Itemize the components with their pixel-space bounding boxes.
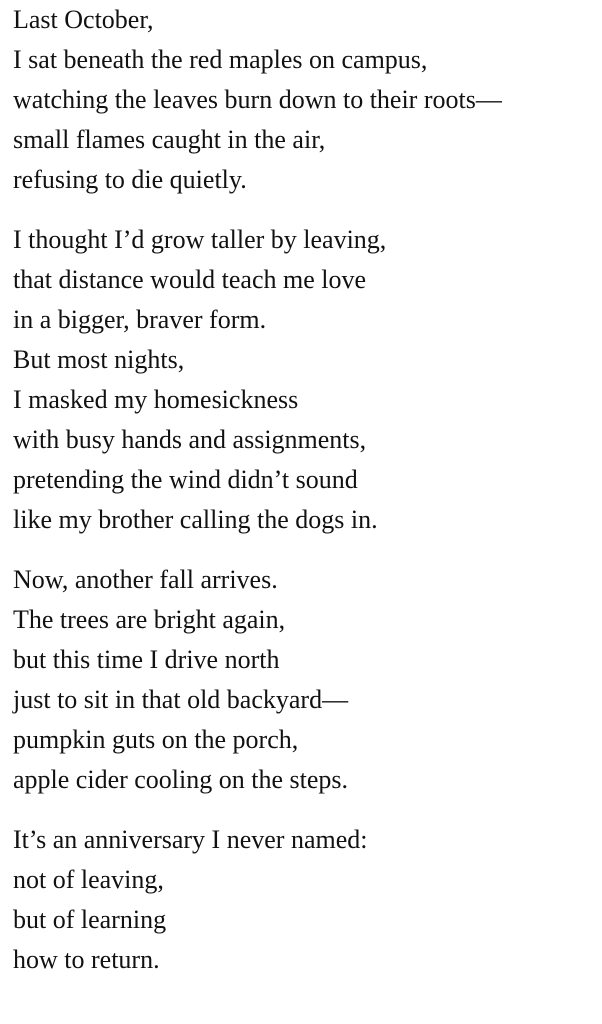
poem-line: with busy hands and assignments, [13, 425, 367, 454]
poem-line: Last October, [13, 5, 154, 34]
poem-line: I masked my homesickness [13, 385, 299, 414]
poem-line: It’s an anniversary I never named: [13, 825, 368, 854]
poem-line: refusing to die quietly. [13, 165, 247, 194]
poem-line: in a bigger, braver form. [13, 305, 267, 334]
poem-line: but this time I drive north [13, 645, 280, 674]
poem-line: small flames caught in the air, [13, 125, 326, 154]
poem-line: watching the leaves burn down to their roots— [13, 85, 502, 114]
poem-line: but of learning [13, 905, 167, 934]
poem-line: But most nights, [13, 345, 185, 374]
poem-line: like my brother calling the dogs in. [13, 505, 378, 534]
stanza-2 [13, 220, 598, 540]
poem-line: apple cider cooling on the steps. [13, 765, 349, 794]
stanza-1 [13, 0, 598, 200]
stanza-4 [13, 820, 598, 980]
stanza-3 [13, 560, 598, 800]
poem-line: just to sit in that old backyard— [13, 685, 349, 714]
poem-line: not of leaving, [13, 865, 164, 894]
poem-line: I sat beneath the red maples on campus, [13, 45, 428, 74]
poem-line: pretending the wind didn’t sound [13, 465, 358, 494]
poem-line: I thought I’d grow taller by leaving, [13, 225, 387, 254]
poem [13, 0, 598, 980]
poem-line: pumpkin guts on the porch, [13, 725, 299, 754]
poem-line: how to return. [13, 945, 160, 974]
poem-line: that distance would teach me love [13, 265, 367, 294]
poem-line: The trees are bright again, [13, 605, 286, 634]
poem-line: Now, another fall arrives. [13, 565, 278, 594]
